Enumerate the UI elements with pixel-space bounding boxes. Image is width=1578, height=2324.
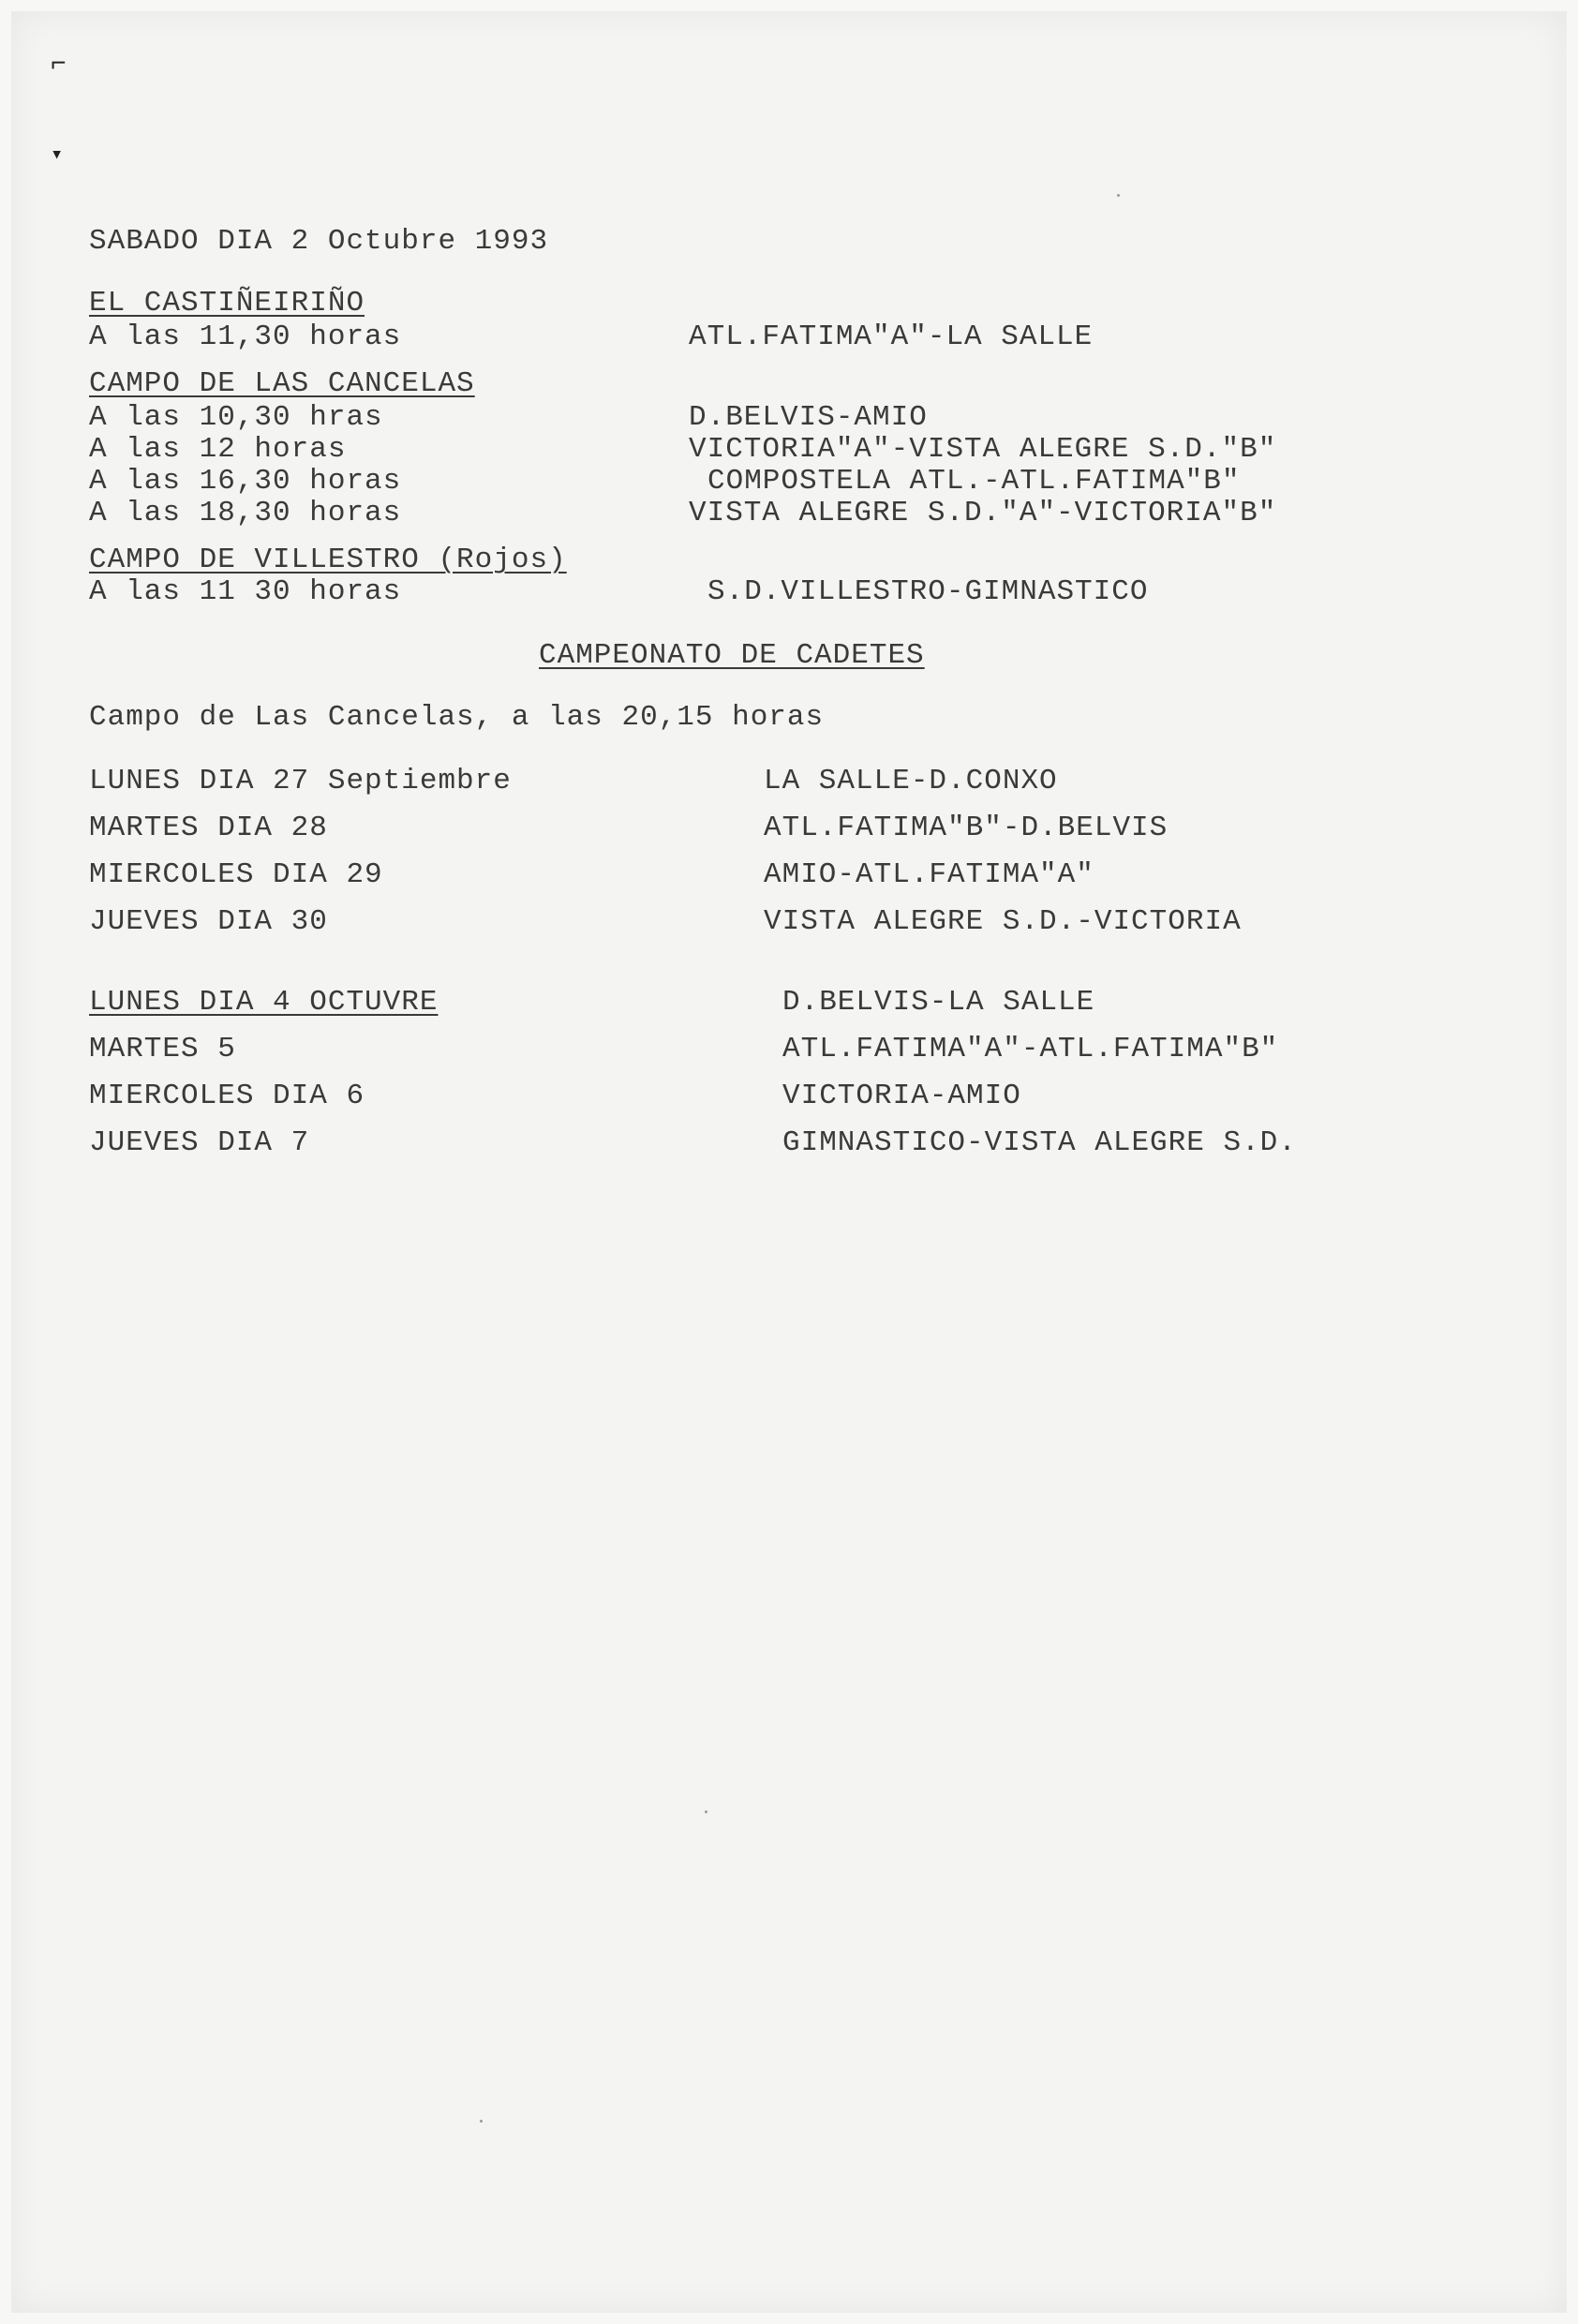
match-pairing: VISTA ALEGRE S.D."A"-VICTORIA"B" — [689, 497, 1277, 529]
match-time: A las 10,30 hras — [89, 401, 383, 434]
schedule-day: LUNES DIA 4 OCTUVRE — [89, 986, 439, 1019]
match-time: A las 11,30 horas — [89, 320, 402, 353]
schedule-match: ATL.FATIMA"B"-D.BELVIS — [764, 812, 1169, 844]
venue-line: Campo de Las Cancelas, a las 20,15 horas — [89, 701, 825, 734]
schedule-match: ATL.FATIMA"A"-ATL.FATIMA"B" — [782, 1033, 1279, 1065]
schedule-day: MARTES 5 — [89, 1033, 236, 1065]
paper-fleck — [480, 2120, 483, 2123]
section-title: CAMPEONATO DE CADETES — [539, 639, 925, 672]
match-time: A las 11 30 horas — [89, 575, 402, 608]
schedule-day: LUNES DIA 27 Septiembre — [89, 765, 512, 797]
schedule-match: D.BELVIS-LA SALLE — [782, 986, 1095, 1019]
punch-mark: ⌐ — [51, 51, 67, 80]
match-time: A las 16,30 horas — [89, 465, 402, 498]
schedule-day: JUEVES DIA 7 — [89, 1126, 310, 1159]
match-time: A las 12 horas — [89, 433, 347, 466]
schedule-day: MIERCOLES DIA 29 — [89, 858, 383, 891]
schedule-day: MARTES DIA 28 — [89, 812, 328, 844]
match-pairing: COMPOSTELA ATL.-ATL.FATIMA"B" — [707, 465, 1241, 498]
schedule-match: VISTA ALEGRE S.D.-VICTORIA — [764, 905, 1242, 938]
venue-heading-1: EL CASTIÑEIRIÑO — [89, 287, 365, 320]
match-time: A las 18,30 horas — [89, 497, 402, 529]
venue-heading-2: CAMPO DE LAS CANCELAS — [89, 367, 475, 400]
schedule-day: MIERCOLES DIA 6 — [89, 1080, 365, 1112]
match-pairing: VICTORIA"A"-VISTA ALEGRE S.D."B" — [689, 433, 1277, 466]
schedule-match: LA SALLE-D.CONXO — [764, 765, 1058, 797]
paper-fleck — [1117, 194, 1120, 197]
date-line: SABADO DIA 2 Octubre 1993 — [89, 225, 549, 258]
venue-heading-3: CAMPO DE VILLESTRO (Rojos) — [89, 544, 567, 576]
schedule-match: GIMNASTICO-VISTA ALEGRE S.D. — [782, 1126, 1297, 1159]
paper-sheet — [11, 11, 1567, 2313]
punch-mark: ▾ — [51, 143, 64, 167]
schedule-day: JUEVES DIA 30 — [89, 905, 328, 938]
paper-fleck — [705, 1810, 707, 1813]
schedule-match: AMIO-ATL.FATIMA"A" — [764, 858, 1094, 891]
schedule-match: VICTORIA-AMIO — [782, 1080, 1021, 1112]
match-pairing: ATL.FATIMA"A"-LA SALLE — [689, 320, 1094, 353]
match-pairing: S.D.VILLESTRO-GIMNASTICO — [707, 575, 1149, 608]
match-pairing: D.BELVIS-AMIO — [689, 401, 928, 434]
